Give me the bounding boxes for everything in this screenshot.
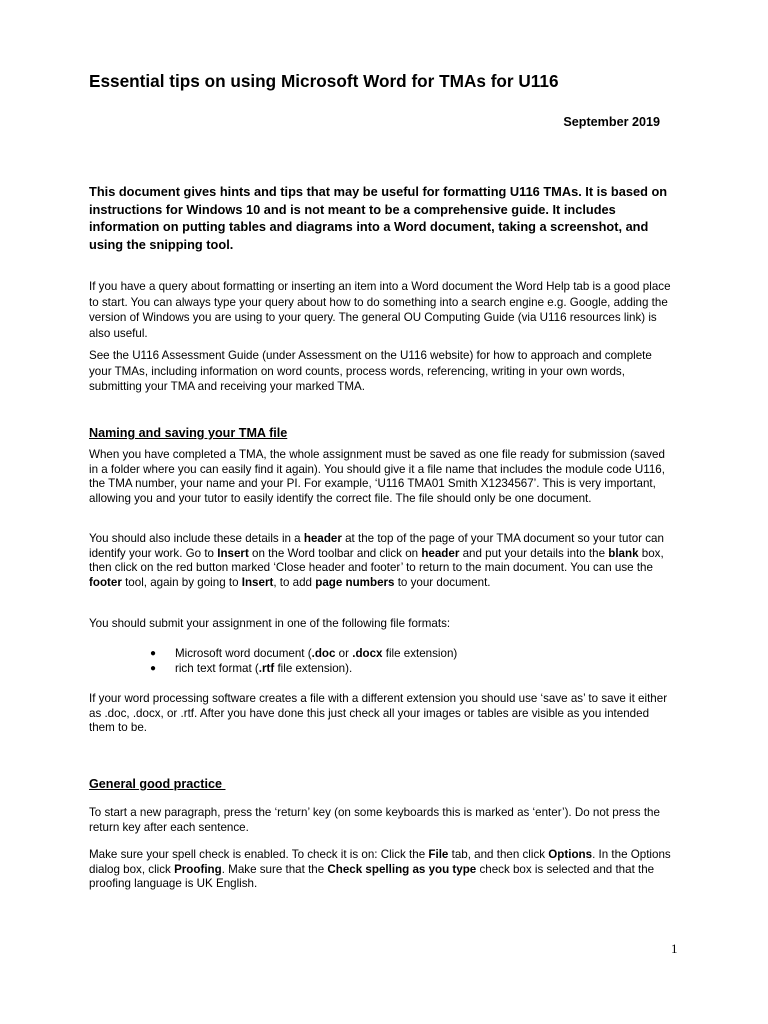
assessment-paragraph: See the U116 Assessment Guide (under Assessment on the U116 website) for how to approach and complete your TMAs, including information on word counts, process words, referencing, writing in your own words, submitting your TMA and receiving your marked TMA. (89, 349, 652, 394)
query-paragraph: If you have a query about formatting or inserting an item into a Word document the Word Help tab is a good place to start. You can always type your query about how to do something into a search engine e.g. Google, adding the version of Windows you are using to your query. The general OU Computing Guide (via U116 resources link) is also useful. (89, 280, 671, 340)
file-formats-list (150, 646, 457, 676)
intro-paragraph: This document gives hints and tips that may be useful for formatting U116 TMAs. It is based on instructions for Windows 10 and is not meant to be a comprehensive guide. It includes information on putting tables and diagrams into a Word document, taking a screenshot, and using the snipping tool. (89, 184, 668, 252)
bullet-icon: ● (150, 663, 157, 674)
document-title: Essential tips on using Microsoft Word for TMAs for U116 (89, 71, 559, 91)
list-item: ● rich text format (.rtf file extension). (150, 662, 353, 675)
practice-heading: General good practice (89, 777, 226, 791)
bullet-icon: ● (150, 648, 157, 659)
header-paragraph: You should also include these details in a header at the top of the page of your TMA document so your tutor can identify your work. Go to Insert on the Word toolbar and click on header and put your details into the blank box, then click on the red button marked ‘Close header and footer’ to return to the main document. You can use the footer tool, again by going to Insert, to add page numbers to your document. (89, 532, 664, 589)
page-number: 1 (671, 941, 678, 956)
naming-heading: Naming and saving your TMA file (89, 426, 288, 440)
save-as-paragraph: If your word processing software creates a file with a different extension you should use ‘save as’ to save it either as .doc, .docx, or .rtf. After you have done this just check all your images or tables are visible as you intended them to be. (89, 692, 668, 735)
formats-intro-paragraph: You should submit your assignment in one of the following file formats: (89, 617, 451, 630)
return-key-paragraph: To start a new paragraph, press the ‘return’ key (on some keyboards this is marked as ‘enter’). Do not press the return key after each sentence. (89, 806, 660, 834)
document-date: September 2019 (563, 115, 660, 129)
spell-check-paragraph: Make sure your spell check is enabled. To check it is on: Click the File tab, and then click Options. In the Options dialog box, click Proofing. Make sure that the Check spelling as you type check box is selected and that the proofing language is UK English. (89, 848, 671, 891)
filename-paragraph: When you have completed a TMA, the whole assignment must be saved as one file ready for submission (saved in a folder where you can easily find it again). You should give it a file name that includes the module code U116, the TMA number, your name and your PI. For example, ‘U116 TMA01 Smith X1234567’. This is very important, allowing you and your tutor to easily identify the correct file. The file should only be one document. (89, 448, 665, 505)
list-item: ● Microsoft word document (.doc or .docx file extension) (150, 647, 458, 660)
